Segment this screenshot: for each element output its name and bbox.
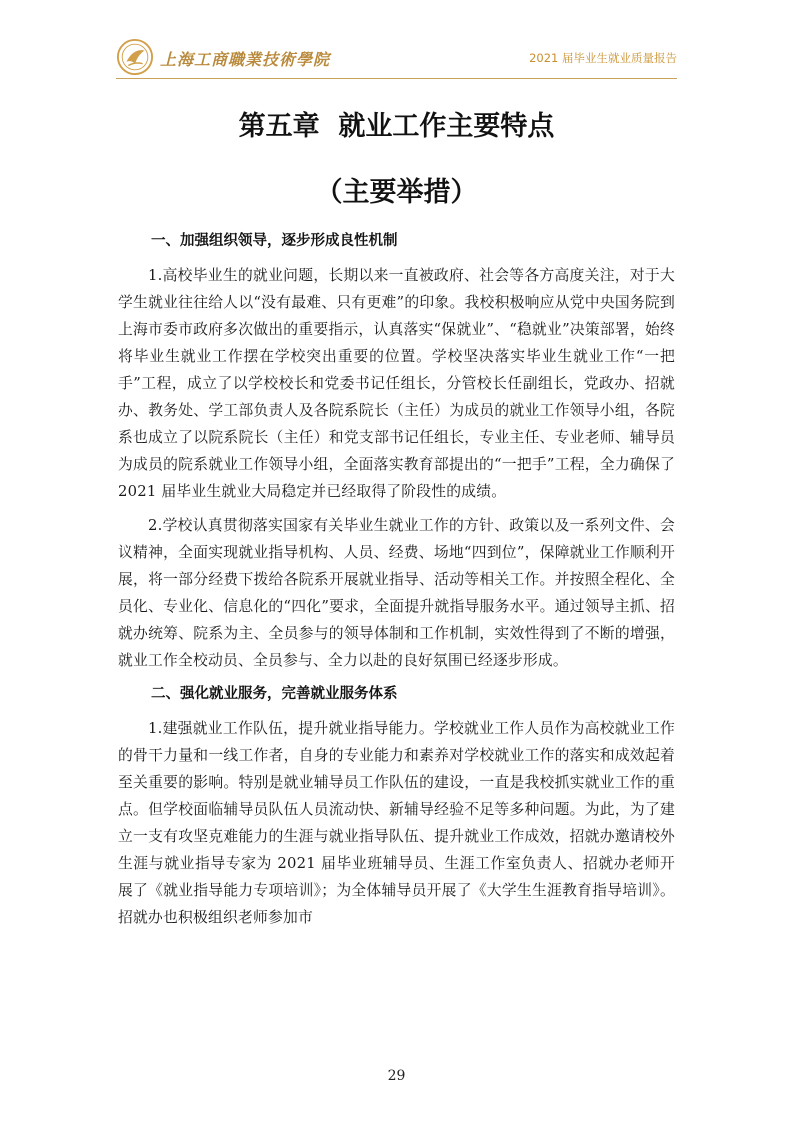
document-body	[118, 228, 675, 938]
body-paragraph: 1.建强就业工作队伍，提升就业指导能力。学校就业工作人员作为高校就业工作的骨干力量和一线工作者，自身的专业能力和素养对学校就业工作的落实和成效起着至关重要的影响。特别是就业辅导员工作队伍的建设，一直是我校抓实就业工作的重点。但学校面临辅导员队伍人员流动快、新辅导经验不足等多种问题。为此，为了建立一支有攻坚克难能力的生涯与就业指导队伍、提升就业工作成效，招就办邀请校外生涯与就业指导专家为 2021 届毕业班辅导员、生涯工作室负责人、招就办老师开展了《就业指导能力专项培训》；为全体辅导员开展了《大学生生涯教育指导培训》。招就办也积极组织老师参加市	[118, 720, 675, 926]
header-divider	[116, 78, 677, 79]
body-paragraph: 2.学校认真贯彻落实国家有关毕业生就业工作的方针、政策以及一系列文件、会议精神，全面实现就业指导机构、人员、经费、场地“四到位”，保障就业工作顺利开展，将一部分经费下拨给各院系开展就业指导、活动等相关工作。并按照全程化、全员化、专业化、信息化的“四化”要求，全面提升就指导服务水平。通过领导主抓、招就办统筹、院系为主、全员参与的领导体制和工作机制，实效性得到了不断的增强，就业工作全校动员、全员参与、全力以赴的良好氛围已经逐步形成。	[118, 517, 675, 669]
school-logo-icon	[116, 38, 154, 76]
page-header	[116, 38, 677, 78]
section-heading: 一、加强组织领导，逐步形成良性机制	[151, 233, 398, 249]
report-title: 2021 届毕业生就业质量报告	[529, 51, 677, 65]
page-number: 29	[387, 1068, 406, 1084]
chapter-subtitle: （主要举措）	[315, 177, 478, 208]
school-name: 上海工商職業技術學院	[160, 50, 331, 69]
body-paragraph: 1.高校毕业生的就业问题，长期以来一直被政府、社会等各方高度关注，对于大学生就业往往给人以“没有最难、只有更难”的印象。我校积极响应从党中央国务院到上海市委市政府多次做出的重要指示，认真落实“保就业”、“稳就业”决策部署，始终将毕业生就业工作摆在学校突出重要的位置。学校坚决落实毕业生就业工作“一把手”工程，成立了以学校校长和党委书记任组长，分管校长任副组长，党政办、招就办、教务处、学工部负责人及各院系院长（主任）为成员的就业工作领导小组，各院系也成立了以院系院长（主任）和党支部书记任组长，专业主任、专业老师、辅导员为成员的院系就业工作领导小组，全面落实教育部提出的“一把手”工程，全力确保了 2021 届毕业生就业大局稳定并已经取得了阶段性的成绩。	[118, 267, 675, 500]
section-heading: 二、强化就业服务，完善就业服务体系	[151, 686, 398, 702]
chapter-title: 第五章 就业工作主要特点	[238, 111, 555, 142]
